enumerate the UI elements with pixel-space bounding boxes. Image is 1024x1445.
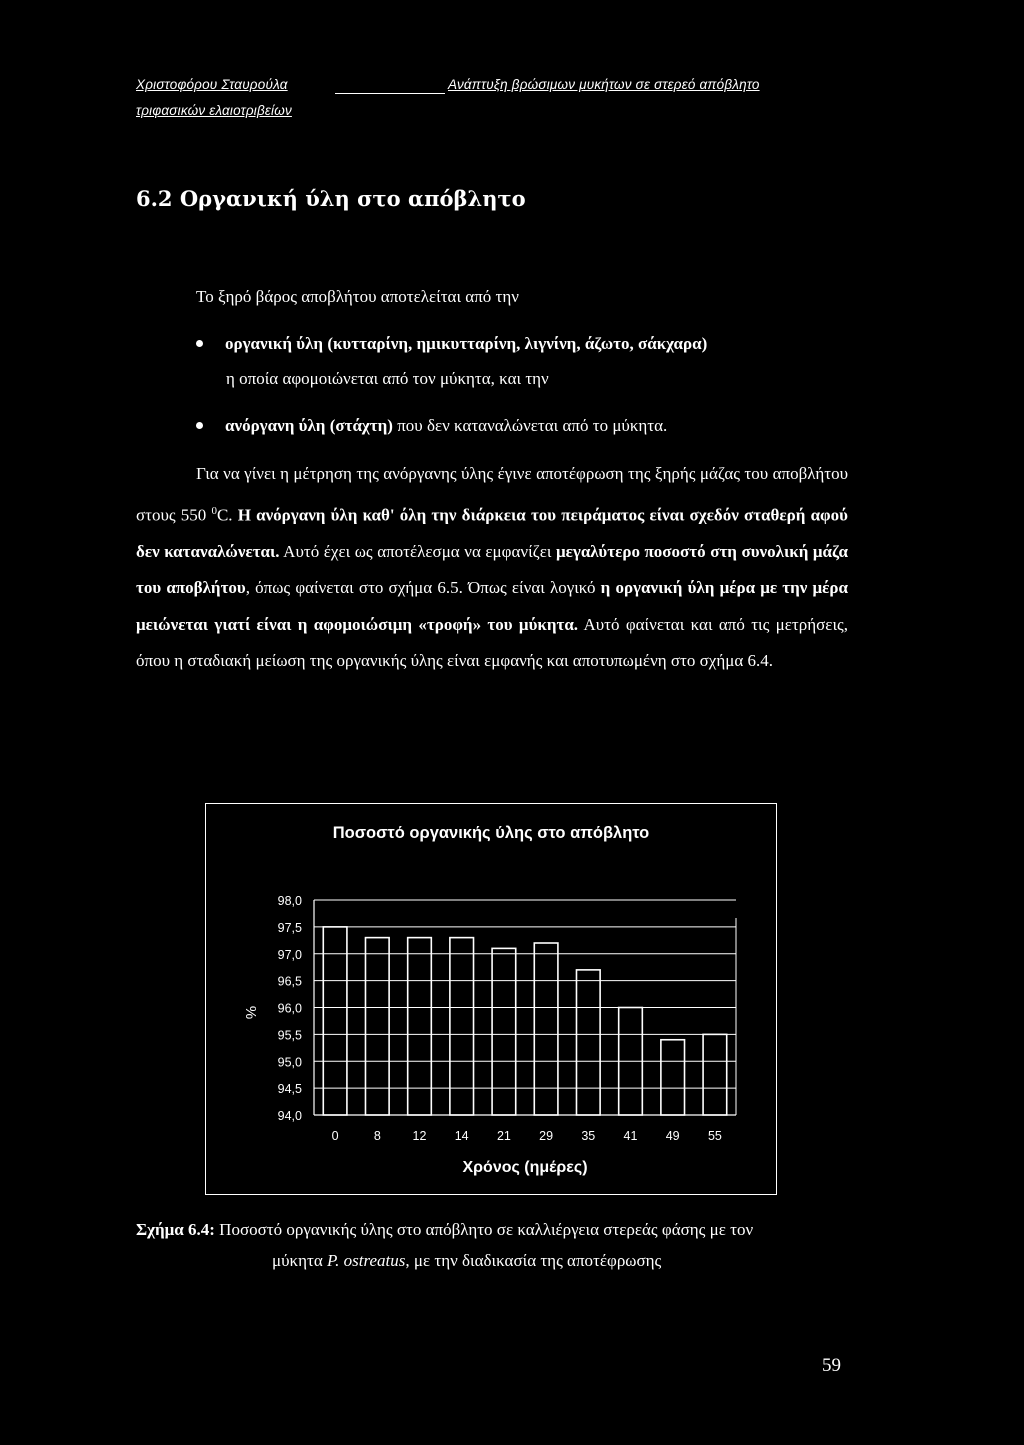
- bar: [661, 1040, 685, 1115]
- y-tick-label: 97,0: [277, 947, 302, 962]
- caption-text-2b: , με την διαδικασία της αποτέφρωσης: [405, 1251, 662, 1270]
- caption-text-1: Ποσοστό οργανικής ύλης στο απόβλητο σε καλλιέργεια στερεάς φάσης με τον: [214, 1220, 754, 1239]
- body-paragraph: [136, 456, 848, 680]
- y-tick-label: 94,0: [277, 1109, 302, 1123]
- x-tick-label: 55: [707, 1129, 722, 1143]
- bar: [492, 948, 516, 1115]
- header-title-line2: τριφασικών ελαιοτριβείων: [136, 103, 292, 118]
- figure-caption: [136, 1214, 848, 1276]
- bullet-inorganic-rest: που δεν καταναλώνεται από το μύκητα.: [392, 416, 668, 435]
- y-tick-label: 95,5: [277, 1028, 302, 1043]
- bullet-organic-bold: οργανική ύλη (κυτταρίνη, ημικυτταρίνη, λιγνίνη, άζωτο, σάκχαρα): [225, 334, 708, 353]
- section-title: Οργανική ύλη στο απόβλητο: [179, 186, 526, 211]
- x-tick-label: 49: [665, 1129, 680, 1143]
- x-tick-label: 14: [454, 1129, 469, 1143]
- para-text-4: , όπως φαίνεται στο σχήμα 6.5. Όπως είναι λογικό: [245, 578, 601, 598]
- x-axis-label: Χρόνος (ημέρες): [462, 1159, 588, 1176]
- bullet-dot-icon: [196, 340, 203, 347]
- organic-matter-bar-chart: [206, 804, 776, 1194]
- caption-label: Σχήμα 6.4:: [136, 1220, 215, 1239]
- para-text-5: Αυτό φαίνεται και από τις μετρήσεις, όπου η σταδιακή μείωση της οργανικής ύλης είναι εμφανής και αποτυπωμένη στο σχήμα 6.4.: [136, 614, 848, 671]
- bar: [576, 970, 600, 1115]
- para-text-1: Για να γίνει η μέτρηση της ανόργανης ύλης έγινε αποτέφρωση της ξηρής μάζας του αποβλήτου στους 550: [136, 464, 848, 525]
- x-tick-label: 8: [373, 1129, 381, 1143]
- header-author: Χριστοφόρου Σταυρούλα: [136, 77, 288, 92]
- page-number: 59: [822, 1355, 841, 1376]
- y-axis-label: %: [242, 1005, 259, 1020]
- para-text-2: C.: [216, 505, 238, 525]
- bullet-inorganic-bold: ανόργανη ύλη (στάχτη): [225, 416, 393, 435]
- bar: [323, 927, 347, 1115]
- y-tick-label: 97,5: [277, 920, 302, 935]
- para-text-3: Αυτό έχει ως αποτέλεσμα να εμφανίζει: [279, 541, 556, 561]
- chart-frame: [205, 803, 777, 1195]
- x-tick-label: 0: [331, 1129, 339, 1143]
- intro-text: Το ξηρό βάρος αποβλήτου αποτελείται από την: [196, 287, 519, 306]
- caption-species: P. ostreatus: [326, 1251, 406, 1270]
- x-tick-label: 41: [623, 1129, 638, 1143]
- para-bold-3: η οργανική ύλη μέρα με την μέρα μειώνεται γιατί είναι η αφομοιώσιμη «τροφή» του μύκητα.: [136, 578, 849, 634]
- x-tick-label: 12: [412, 1129, 427, 1143]
- header-title-line1: Ανάπτυξη βρώσιμων μυκήτων σε στερεό απόβλητο: [448, 77, 760, 92]
- header-divider: [335, 93, 445, 94]
- y-tick-label: 96,5: [277, 974, 302, 989]
- y-tick-label: 96,0: [277, 1001, 302, 1016]
- bullet-organic-continuation: η οποία αφομοιώνεται από τον μύκητα, και την: [226, 369, 549, 388]
- bar: [703, 1034, 727, 1115]
- para-bold-1: Η ανόργανη ύλη καθ' όλη την διάρκεια του πειράματος είναι σχεδόν σταθερή αφού δεν καταναλώνεται.: [136, 505, 848, 561]
- x-tick-label: 35: [581, 1129, 596, 1143]
- bullet-inorganic: [196, 416, 667, 436]
- y-tick-label: 94,5: [277, 1082, 302, 1097]
- caption-text-2a: μύκητα: [272, 1251, 327, 1270]
- bullet-organic: [196, 334, 707, 354]
- y-tick-label: 95,0: [277, 1055, 302, 1070]
- para-bold-2: μεγαλύτερο ποσοστό στη συνολική μάζα του αποβλήτου: [136, 541, 848, 598]
- section-heading: [136, 186, 526, 211]
- section-number: 6.2: [136, 186, 173, 211]
- x-tick-label: 21: [496, 1129, 511, 1143]
- degree-superscript: 0: [211, 504, 217, 517]
- y-tick-label: 98,0: [277, 894, 302, 908]
- chart-title: Ποσοστό οργανικής ύλης στο απόβλητο: [332, 824, 650, 842]
- x-tick-label: 29: [539, 1129, 554, 1143]
- bar: [534, 943, 558, 1115]
- bullet-dot-icon: [196, 422, 203, 429]
